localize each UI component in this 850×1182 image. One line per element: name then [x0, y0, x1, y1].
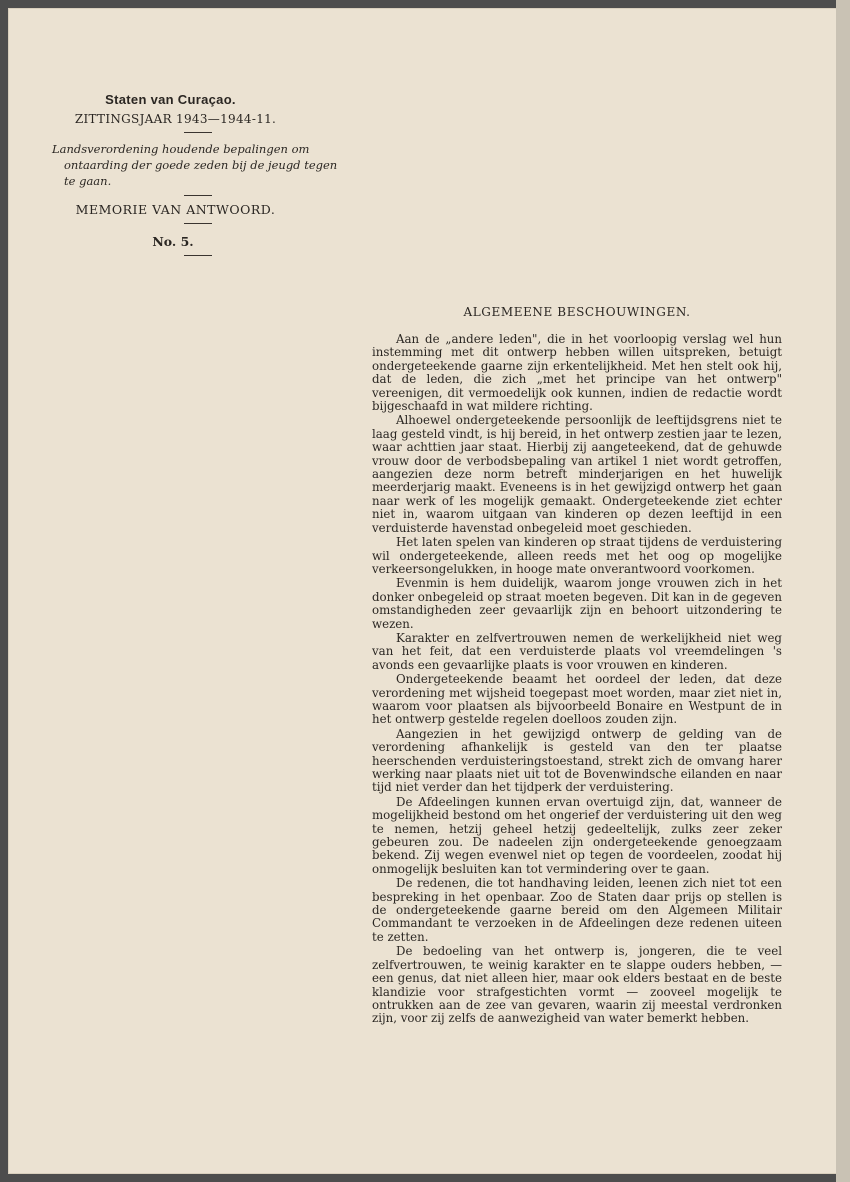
paragraph: Ondergeteekende beaamt het oordeel der leden, dat deze verordening met wijsheid toegepast moet worden, maar ziet niet in, waarom voor plaatsen als bijvoorbeeld Bonaire en Westpunt de in het ontwerp gestelde regelen doelloos zouden zijn.: [372, 672, 782, 727]
organization-title: Staten van Curaçao.: [105, 92, 236, 107]
paragraph: Het laten spelen van kinderen op straat tijdens de verduistering wil ondergeteekende, alleen reeds met het oog op mogelijke verkeersongelukken, in hooge mate onverantwoord voorkomen.: [372, 535, 782, 576]
divider: [184, 132, 212, 133]
paragraph: Alhoewel ondergeteekende persoonlijk de leeftijdsgrens niet te laag gesteld vindt, is hij bereid, in het ontwerp zestien jaar te lezen, waar achttien jaar staat. Hierbij zij aangeteekend, dat de gehuwde vrouw door de verbodsbepaling van artikel 1 niet wordt getroffen, aangezien deze norm betreft minderjarigen en het huwelijk meerderjarig maakt. Eveneens is in het gewijzigd ontwerp het gaan naar werk of les mogelijk gemaakt. Ondergeteekende ziet echter niet in, waarom uitgaan van kinderen op dezen leeftijd in een verduisterde havenstad onbegeleid moet geschieden.: [372, 413, 782, 535]
divider: [184, 223, 212, 224]
section-heading: ALGEMEENE BESCHOUWINGEN.: [463, 305, 691, 319]
body-text: [372, 333, 782, 1027]
paragraph: De redenen, die tot handhaving leiden, leenen zich niet tot een bespreking in het openbaar. Zoo de Staten daar prijs op stellen is de ondergeteekende gaarne bereid om den Algemeen Militair Commandant te verzoeken in de Afdeelingen deze redenen uiteen te zetten.: [372, 876, 782, 944]
session-year: ZITTINGSJAAR 1943—1944-11.: [74, 112, 277, 126]
paragraph: Aangezien in het gewijzigd ontwerp de gelding van de verordening afhankelijk is gesteld van den ter plaatse heerschenden verduisteringstoestand, strekt zich de omvang harer werking naar plaats niet uit tot de Bovenwindsche eilanden en naar tijd niet verder dan het tijdperk der verduistering.: [372, 726, 782, 795]
paragraph: Karakter en zelfvertrouwen nemen de werkelijkheid niet weg van het feit, dat een verduisterde plaats vol vreemdelingen 's avonds een gevaarlijke plaats is voor vrouwen en kinderen.: [372, 630, 782, 672]
scan-edge: [836, 0, 850, 1182]
paragraph: De bedoeling van het ontwerp is, jongeren, die te veel zelfvertrouwen, te weinig karakter en te slappe ouders hebben, — een genus, dat niet alleen hier, maar ook elders bestaat en de beste klandizie voor strafgestichten vormt — zooveel mogelijk te ontrukken aan de zee van gevaren, waarin zij meestal verdronken zijn, voor zij zelfs de aanwezigheid van water bemerkt hebben.: [372, 944, 782, 1026]
document-subject: Landsverordening houdende bepalingen om ontaarding der goede zeden bij de jeugd tegen te gaan.: [52, 142, 338, 188]
document-number: No. 5.: [152, 234, 194, 249]
paragraph: De Afdeelingen kunnen ervan overtuigd zijn, dat, wanneer de mogelijkheid bestond om het ongerief der verduistering uit den weg te nemen, hetzij geheel hetzij gedeeltelijk, zulks zeer zeker gebeuren zou. De nadeelen zijn ondergeteekende genoegzaam bekend. Zij wegen evenwel niet op tegen de voordeelen, zoodat hij onmogelijk besluiten kan tot vermindering over te gaan.: [372, 794, 782, 876]
document-header: [48, 92, 348, 256]
divider: [184, 195, 212, 196]
paragraph: Aan de „andere leden", die in het voorloopig verslag wel hun instemming met dit ontwerp hebben willen uitspreken, betuigt ondergeteekende gaarne zijn erkentelijkheid. Met hen stelt ook hij, dat de leden, die zich „met het principe van het ontwerp" vereenigen, dit vermoedelijk ook kunnen, indien de redactie wordt bijgeschaafd in wat mildere richting.: [372, 332, 782, 414]
divider: [184, 255, 212, 256]
paragraph: Evenmin is hem duidelijk, waarom jonge vrouwen zich in het donker onbegeleid op straat moeten begeven. Dit kan in de gegeven omstandigheden zeer gevaarlijk zijn en behoort uitzondering te wezen.: [372, 576, 782, 631]
memo-title: MEMORIE VAN ANTWOORD.: [75, 202, 276, 217]
